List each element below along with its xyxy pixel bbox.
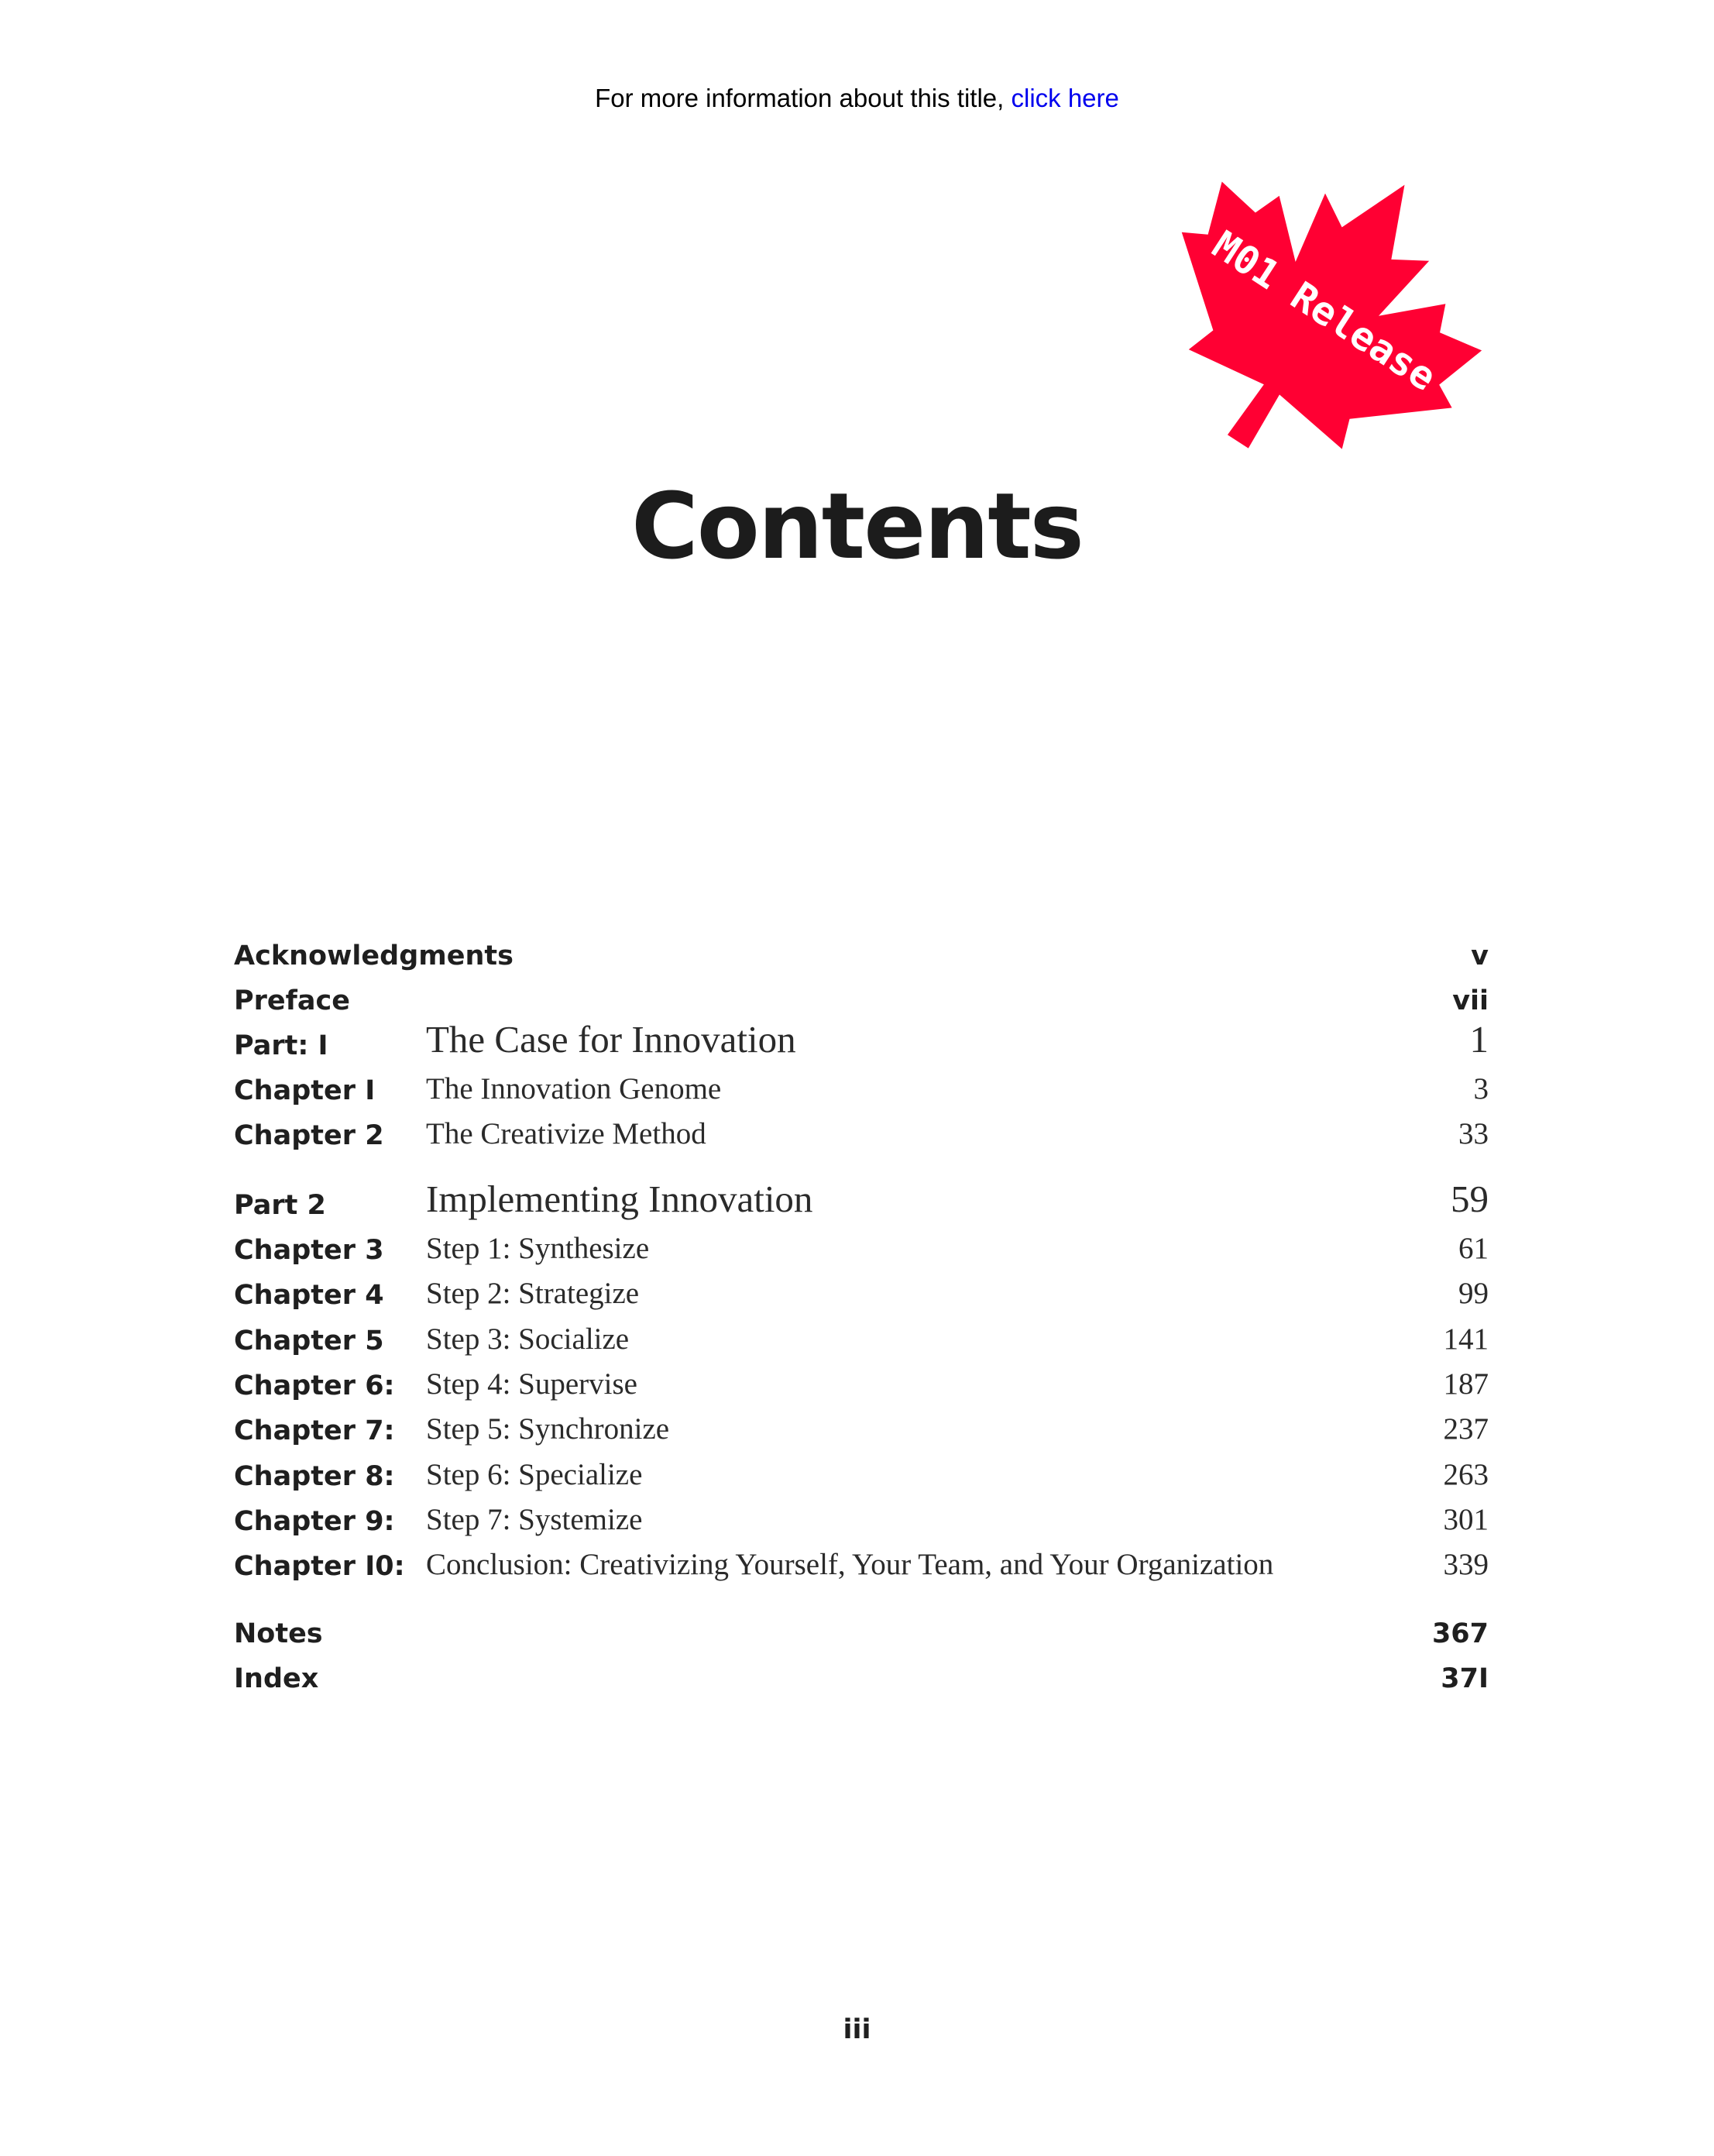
toc-chapter-title: The Innovation Genome — [426, 1072, 722, 1106]
click-here-link[interactable]: click here — [1011, 84, 1119, 112]
toc-page: 59 — [1451, 1178, 1489, 1220]
maple-leaf-icon — [1154, 146, 1495, 471]
toc-row-notes[interactable] — [234, 1609, 1489, 1654]
stamp-text: M01 Release — [1204, 222, 1444, 401]
toc-row-chapter[interactable] — [234, 1406, 1489, 1451]
toc-page: 263 — [1443, 1458, 1489, 1491]
toc-chapter-label: Chapter 5 — [234, 1326, 384, 1357]
toc-part-title: Implementing Innovation — [426, 1178, 813, 1220]
page-title: Contents — [631, 473, 1083, 579]
toc-page: 367 — [1431, 1618, 1489, 1649]
toc-chapter-title: Step 1: Synthesize — [426, 1232, 650, 1265]
toc-row-chapter[interactable] — [234, 1361, 1489, 1406]
toc-row-chapter[interactable] — [234, 1542, 1489, 1587]
info-line — [0, 84, 1714, 113]
toc-page: 237 — [1443, 1412, 1489, 1446]
toc-row-index[interactable] — [234, 1654, 1489, 1699]
toc-row-chapter[interactable] — [234, 1271, 1489, 1315]
toc-chapter-label: Chapter I0: — [234, 1551, 405, 1582]
toc-page: 37I — [1441, 1663, 1489, 1694]
toc-label: Preface — [234, 985, 350, 1016]
toc-chapter-title: Step 5: Synchronize — [426, 1412, 670, 1446]
toc-part-label: Part: I — [234, 1030, 328, 1061]
toc-row-acknowledgments[interactable] — [234, 931, 1489, 976]
toc-row-chapter[interactable] — [234, 1066, 1489, 1111]
toc-chapter-title: Step 6: Specialize — [426, 1458, 643, 1491]
toc-page: 339 — [1443, 1548, 1489, 1581]
toc-label: Index — [234, 1663, 319, 1694]
toc-chapter-title: Step 7: Systemize — [426, 1503, 643, 1536]
toc-chapter-title: Conclusion: Creativizing Yourself, Your Team, and Your Organization — [426, 1548, 1274, 1581]
toc-row-part-1[interactable] — [234, 1018, 1489, 1066]
toc-page: 141 — [1443, 1322, 1489, 1356]
toc-label: Acknowledgments — [234, 940, 514, 971]
toc-chapter-label: Chapter 3 — [234, 1235, 384, 1266]
toc-chapter-label: Chapter 9: — [234, 1506, 395, 1537]
toc-chapter-title: Step 2: Strategize — [426, 1277, 640, 1310]
toc-chapter-title: Step 3: Socialize — [426, 1322, 630, 1356]
toc-row-preface[interactable] — [234, 976, 1489, 1021]
toc-page: 99 — [1458, 1277, 1489, 1310]
release-stamp — [1154, 146, 1495, 471]
toc-page: 33 — [1458, 1117, 1489, 1150]
toc-chapter-label: Chapter 7: — [234, 1415, 395, 1446]
toc-page: 1 — [1469, 1018, 1489, 1061]
toc-part-title: The Case for Innovation — [426, 1018, 796, 1061]
toc-label: Notes — [234, 1618, 323, 1649]
info-text: For more information about this title, — [595, 84, 1005, 112]
toc-chapter-label: Chapter 8: — [234, 1461, 395, 1492]
toc-page: 3 — [1473, 1072, 1489, 1106]
toc-page: v — [1471, 940, 1489, 971]
toc-part-label: Part 2 — [234, 1190, 326, 1221]
toc-row-chapter[interactable] — [234, 1497, 1489, 1542]
toc-chapter-label: Chapter 2 — [234, 1120, 384, 1151]
toc-chapter-label: Chapter I — [234, 1075, 376, 1106]
toc-page: vii — [1452, 985, 1489, 1016]
toc-page: 301 — [1443, 1503, 1489, 1536]
toc-chapter-title: The Creativize Method — [426, 1117, 706, 1150]
toc-chapter-title: Step 4: Supervise — [426, 1367, 637, 1401]
toc-row-chapter[interactable] — [234, 1316, 1489, 1361]
toc-row-chapter[interactable] — [234, 1226, 1489, 1271]
toc-page: 187 — [1443, 1367, 1489, 1401]
toc-row-part-2[interactable] — [234, 1178, 1489, 1226]
toc-chapter-label: Chapter 6: — [234, 1370, 395, 1401]
toc-row-chapter[interactable] — [234, 1452, 1489, 1497]
toc-page: 61 — [1458, 1232, 1489, 1265]
page-number: iii — [843, 2014, 871, 2045]
toc-chapter-label: Chapter 4 — [234, 1280, 384, 1311]
toc-row-chapter[interactable] — [234, 1111, 1489, 1156]
